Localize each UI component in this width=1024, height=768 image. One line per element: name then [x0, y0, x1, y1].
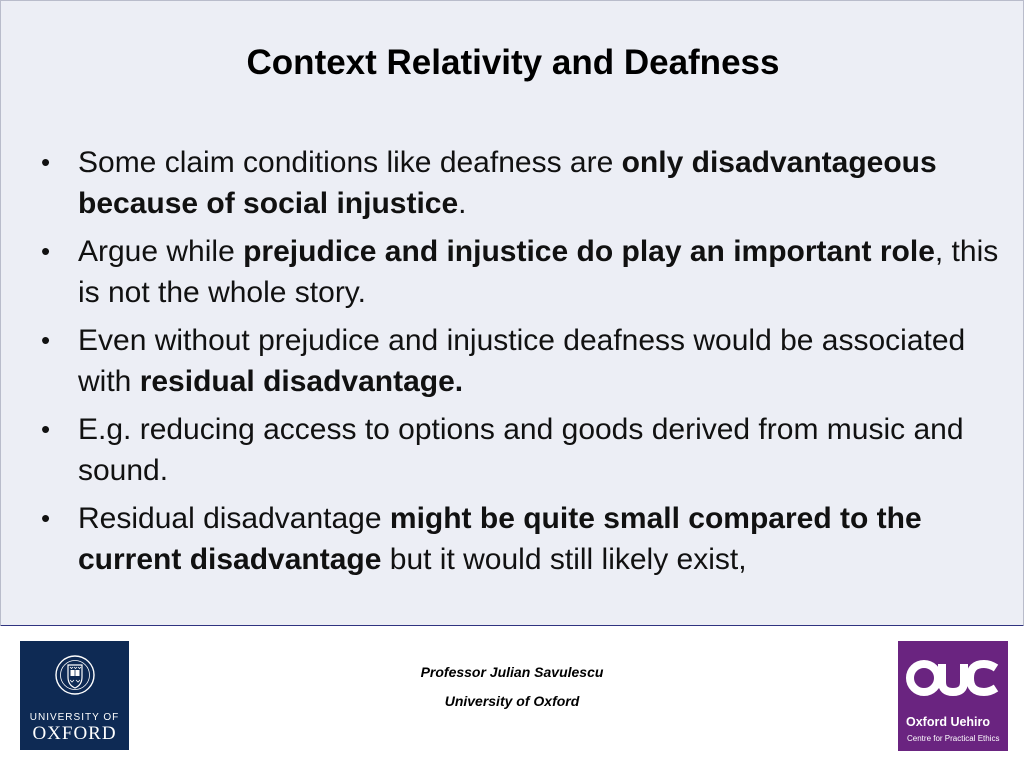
bullet-text: , this is not the whole story. — [78, 235, 999, 309]
bullet-text: Even without prejudice and injustice deafness would be associated with — [78, 324, 966, 398]
bullet-text: Residual disadvantage — [78, 502, 390, 535]
oxford-logo-line2: OXFORD — [32, 723, 117, 744]
uehiro-logo-name: Oxford Uehiro — [906, 715, 991, 729]
bullet-glyph: • — [41, 147, 51, 177]
bullet-bold-text: residual disadvantage. — [139, 365, 464, 398]
presenter-affiliation: University of Oxford — [444, 693, 580, 709]
bullet-list — [41, 142, 1001, 587]
bullet-bold-text: prejudice and injustice do play an important role — [243, 235, 935, 268]
bullet-text: Some claim conditions like deafness are — [78, 146, 622, 179]
oxford-logo-line1: UNIVERSITY OF — [29, 712, 120, 723]
oxford-uehiro-logo — [898, 641, 1008, 751]
bullet-bold-text: only disadvantageous because of social injustice — [78, 146, 937, 220]
slide-title: Context Relativity and Deafness — [246, 43, 780, 82]
bullet-text: . — [458, 187, 467, 220]
bullet-item — [41, 142, 1001, 224]
bullet-item — [41, 320, 1001, 402]
bullet-item — [41, 498, 1001, 580]
uehiro-logo-subtitle: Centre for Practical Ethics — [907, 734, 1000, 743]
uehiro-mark-icon — [904, 655, 1002, 701]
bullet-item — [41, 231, 1001, 313]
bullet-glyph: • — [41, 503, 51, 533]
bullet-text: E.g. reducing access to options and goods derived from music and sound. — [78, 413, 964, 487]
bullet-item — [41, 409, 1001, 491]
bullet-glyph: • — [41, 325, 51, 355]
presenter-name: Professor Julian Savulescu — [420, 664, 604, 680]
bullet-text: but it would still likely exist, — [381, 543, 747, 576]
slide-footer — [0, 626, 1024, 768]
bullet-glyph: • — [41, 414, 51, 444]
bullet-glyph: • — [41, 236, 51, 266]
bullet-text: Argue while — [78, 235, 244, 268]
bullet-bold-text: might be quite small compared to the current disadvantage — [78, 502, 922, 576]
presenter-credit — [0, 658, 1024, 716]
